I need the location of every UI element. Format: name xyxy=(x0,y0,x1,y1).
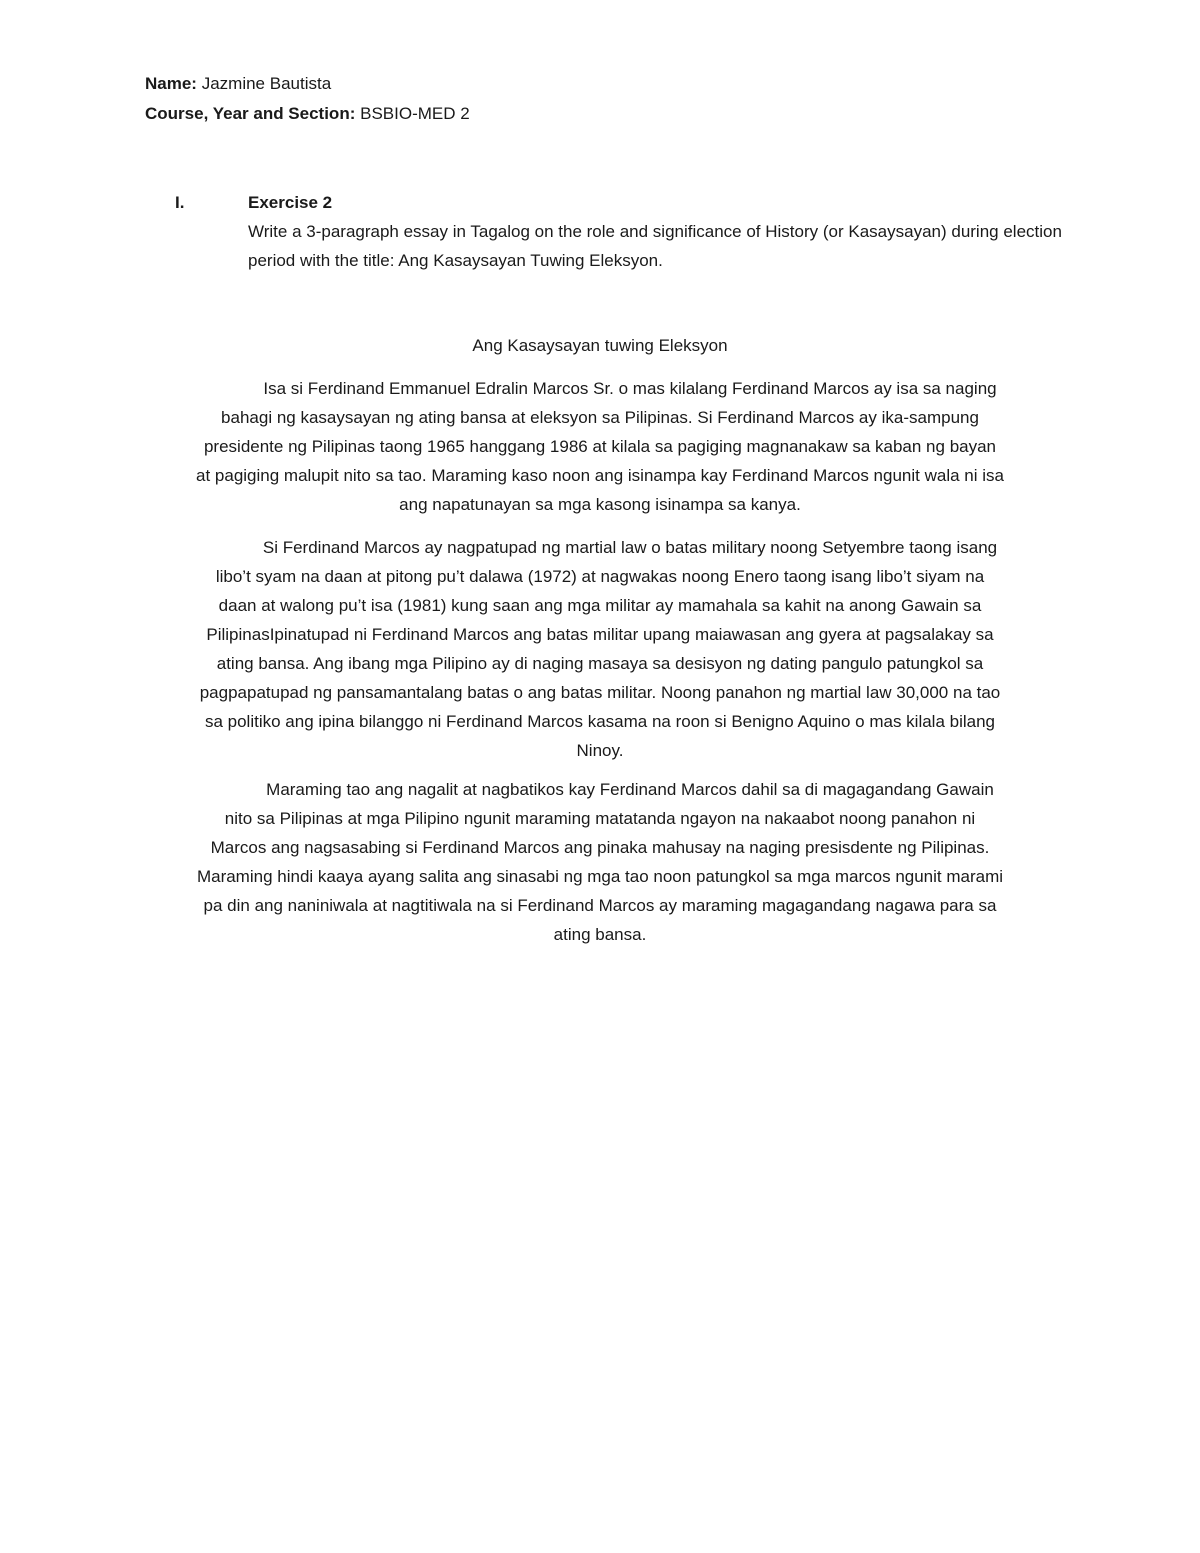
paragraph-text: Isa si Ferdinand Emmanuel Edralin Marcos Sr. o mas kilalang Ferdinand Marcos ay isa sa naging bahagi ng kasaysayan ng ating bansa at eleksyon sa Pilipinas. Si Ferdinand Marcos ay ika-sampung presidente ng Pilipinas taong 1965 hanggang 1986 at kilala sa pagiging magnanakaw sa kaban ng bayan at pagiging malupit nito sa tao. Maraming kaso noon ang isinampa kay Ferdinand Marcos ngunit wala ni isa ang napatunayan sa mga kasong isinampa sa kanya. xyxy=(196,379,1004,514)
essay-paragraph-3 xyxy=(195,775,1005,949)
exercise-title: Exercise 2 xyxy=(248,193,333,212)
name-value: Jazmine Bautista xyxy=(201,74,332,93)
essay-paragraph-2 xyxy=(195,533,1005,765)
essay-paragraph-1 xyxy=(195,374,1005,519)
exercise-body xyxy=(248,188,1068,275)
course-value: BSBIO-MED 2 xyxy=(360,104,470,123)
course-label: Course, Year and Section: xyxy=(145,104,356,123)
paragraph-text: Si Ferdinand Marcos ay nagpatupad ng martial law o batas military noong Setyembre taong isang libo’t syam na daan at pitong pu’t dalawa (1972) at nagwakas noong Enero taong isang libo’t siyam na daan at walong pu’t isa (1981) kung saan ang mga militar ay mamahala sa kahit na anong Gawain sa PilipinasIpinatupad ni Ferdinand Marcos ang batas militar upang maiawasan ang gyera at pagsalakay sa ating bansa. Ang ibang mga Pilipino ay di naging masaya sa desisyon ng dating pangulo patungkol sa pagpapatupad ng pansamantalang batas o ang batas militar. Noong panahon ng martial law 30,000 na tao sa politiko ang ipina bilanggo ni Ferdinand Marcos kasama na roon si Benigno Aquino o mas kilala bilang Ninoy. xyxy=(199,538,1001,760)
name-label: Name: xyxy=(145,74,197,93)
course-section-line xyxy=(145,103,470,125)
student-name-line xyxy=(145,73,331,95)
paragraph-text: Maraming tao ang nagalit at nagbatikos kay Ferdinand Marcos dahil sa di magagandang Gawain nito sa Pilipinas at mga Pilipino ngunit maraming matatanda ngayon na nakaabot noong panahon ni Marcos ang nagsasabing si Ferdinand Marcos ang pinaka mahusay na naging presisdente ng Pilipinas. Maraming hindi kaaya ayang salita ang sinasabi ng mga tao noon patungkol sa mga marcos ngunit marami pa din ang naniniwala at nagtitiwala na si Ferdinand Marcos ay maraming magagandang nagawa para sa ating bansa. xyxy=(196,780,1004,944)
exercise-number: I. xyxy=(175,193,185,212)
exercise-instructions: Write a 3-paragraph essay in Tagalog on the role and significance of History (or Kasaysayan) during election period with the title: Ang Kasaysayan Tuwing Eleksyon. xyxy=(248,222,1062,270)
essay-title: Ang Kasaysayan tuwing Eleksyon xyxy=(472,336,728,355)
